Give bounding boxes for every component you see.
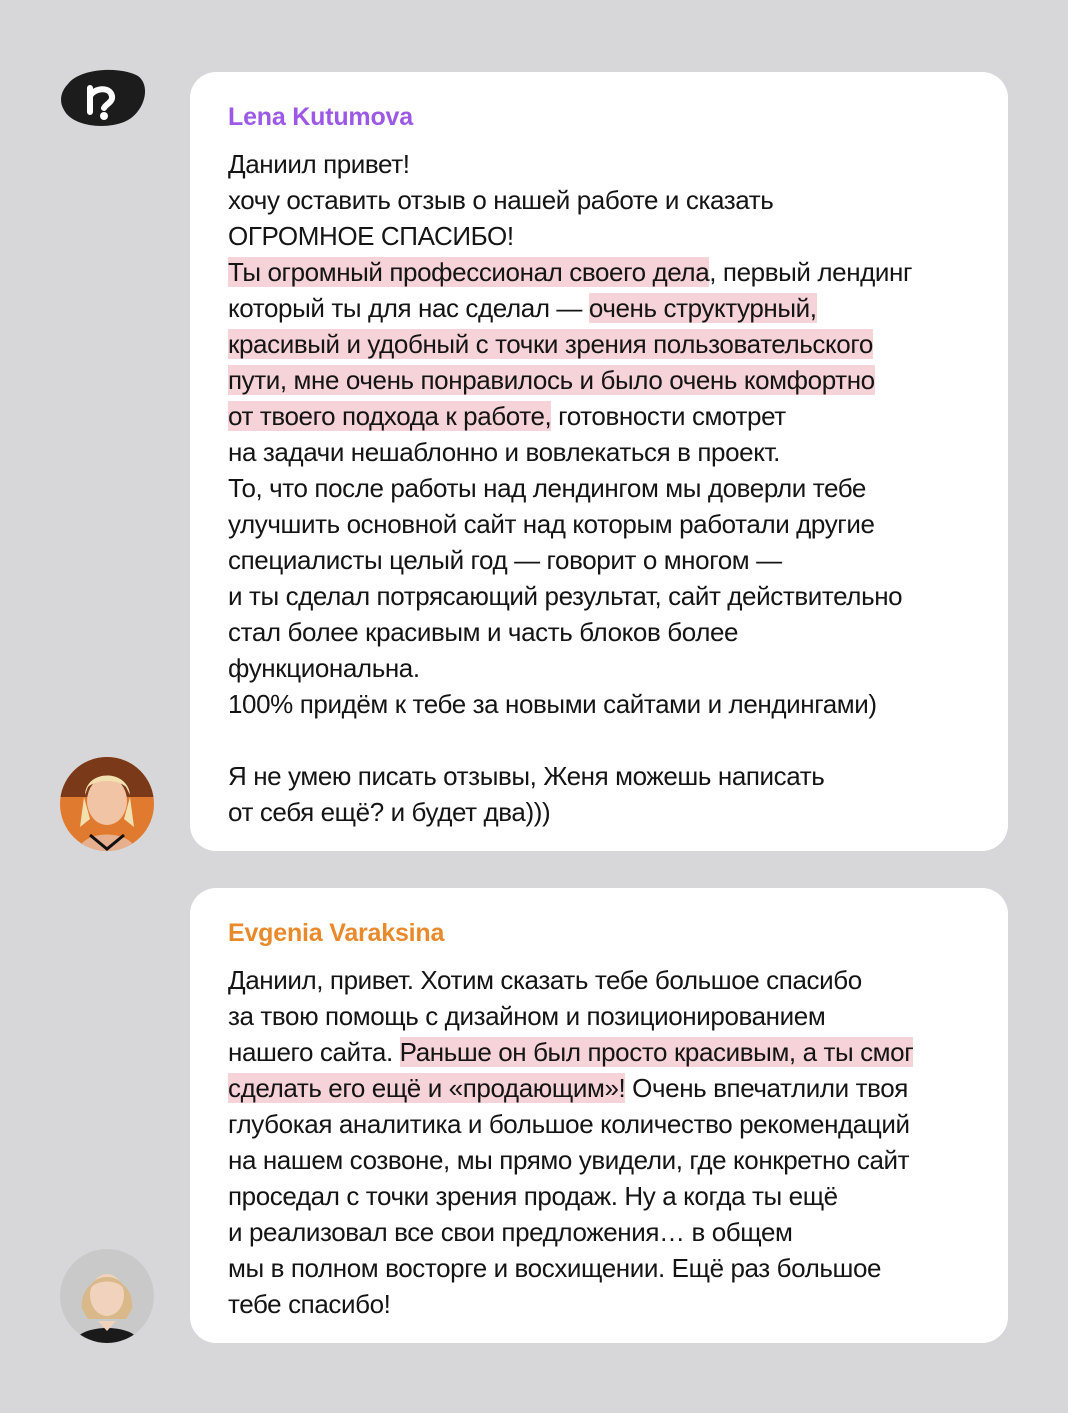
review-line xyxy=(228,1070,970,1106)
review-text xyxy=(228,962,970,1322)
review-line xyxy=(228,398,970,434)
review-line xyxy=(228,1142,970,1178)
text-segment: мы в полном восторге и восхищении. Ещё раз большое xyxy=(228,1253,882,1283)
review-line xyxy=(228,506,970,542)
text-segment: и реализовал все свои предложения… в общем xyxy=(228,1217,793,1247)
review-line xyxy=(228,1286,970,1322)
text-segment: и ты сделал потрясающий результат, сайт действительно xyxy=(228,581,903,611)
text-segment: на задачи нешаблонно и вовлекаться в проект. xyxy=(228,437,780,467)
review-line xyxy=(228,686,970,722)
review-author: Evgenia Varaksina xyxy=(228,919,445,947)
text-segment: То, что после работы над лендингом мы доверли тебе xyxy=(228,473,866,503)
highlighted-text: очень структурный, xyxy=(588,293,817,323)
text-segment: Даниил привет! xyxy=(228,149,410,179)
text-segment: хочу оставить отзыв о нашей работе и сказать xyxy=(228,185,774,215)
text-segment: от себя ещё? и будет два))) xyxy=(228,797,551,827)
review-line xyxy=(228,182,970,218)
review-line xyxy=(228,362,970,398)
review-line xyxy=(228,998,970,1034)
review-line xyxy=(228,470,970,506)
review-line xyxy=(228,614,970,650)
review-card xyxy=(190,888,1008,1343)
review-card xyxy=(190,72,1008,851)
avatar xyxy=(60,757,154,851)
brand-logo-icon xyxy=(60,66,146,128)
text-segment: функциональна. xyxy=(228,653,420,683)
highlighted-text: Раньше он был просто красивым, а ты смог xyxy=(399,1037,914,1067)
text-segment: Я не умею писать отзывы, Женя можешь написать xyxy=(228,761,825,791)
text-segment: Даниил, привет. Хотим сказать тебе большое спасибо xyxy=(228,965,862,995)
text-segment: тебе спасибо! xyxy=(228,1289,391,1319)
review-line xyxy=(228,1106,970,1142)
review-line xyxy=(228,290,970,326)
review-line xyxy=(228,434,970,470)
review-line xyxy=(228,758,970,794)
text-segment: Очень впечатлили твоя xyxy=(625,1073,908,1103)
highlighted-text: сделать его ещё и «продающим»! xyxy=(228,1073,626,1103)
text-segment: , первый лендинг xyxy=(709,257,913,287)
review-line xyxy=(228,146,970,182)
review-line xyxy=(228,254,970,290)
review-line xyxy=(228,542,970,578)
text-segment: 100% придём к тебе за новыми сайтами и лендингами) xyxy=(228,689,877,719)
review-text xyxy=(228,146,970,830)
text-segment: готовности смотрет xyxy=(551,401,786,431)
text-segment: который ты для нас сделал — xyxy=(228,293,589,323)
review-line xyxy=(228,794,970,830)
review-line xyxy=(228,326,970,362)
text-segment: ОГРОМНОЕ СПАСИБО! xyxy=(228,221,514,251)
text-segment: глубокая аналитика и большое количество рекомендаций xyxy=(228,1109,910,1139)
review-author: Lena Kutumova xyxy=(228,103,413,131)
highlighted-text: пути, мне очень понравилось и было очень комфортно xyxy=(228,365,875,395)
text-segment: за твою помощь с дизайном и позиционированием xyxy=(228,1001,826,1031)
review-line xyxy=(228,1214,970,1250)
text-segment: нашего сайта. xyxy=(228,1037,400,1067)
review-line xyxy=(228,962,970,998)
review-line xyxy=(228,650,970,686)
review-line xyxy=(228,722,970,758)
highlighted-text: Ты огромный профессионал своего дела xyxy=(228,257,710,287)
review-line xyxy=(228,1178,970,1214)
review-line xyxy=(228,218,970,254)
review-line xyxy=(228,1034,970,1070)
avatar xyxy=(60,1249,154,1343)
text-segment: стал более красивым и часть блоков более xyxy=(228,617,739,647)
highlighted-text: красивый и удобный с точки зрения пользовательского xyxy=(228,329,873,359)
highlighted-text: от твоего подхода к работе, xyxy=(228,401,552,431)
text-segment: на нашем созвоне, мы прямо увидели, где конкретно сайт xyxy=(228,1145,910,1175)
text-segment: проседал с точки зрения продаж. Ну а когда ты ещё xyxy=(228,1181,838,1211)
text-segment: специалисты целый год — говорит о многом — xyxy=(228,545,782,575)
text-segment: улучшить основной сайт над которым работали другие xyxy=(228,509,875,539)
review-line xyxy=(228,578,970,614)
review-line xyxy=(228,1250,970,1286)
